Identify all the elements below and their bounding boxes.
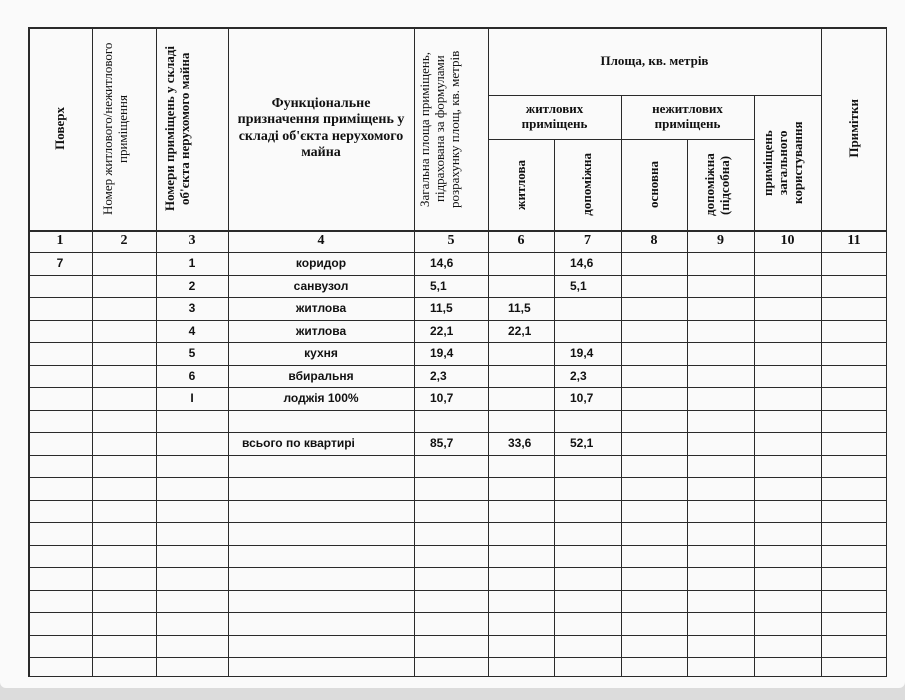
room-living-area: 22,1: [508, 323, 532, 338]
row-separator: [28, 522, 887, 523]
room-number: 6: [188, 368, 196, 383]
room-total-area: 2,3: [430, 368, 447, 383]
room-number: 1: [188, 256, 196, 270]
room-number: I: [190, 391, 194, 405]
summary-living-area: 33,6: [508, 436, 532, 450]
column-number: 3: [188, 233, 196, 248]
row-separator: [28, 410, 887, 411]
room-aux-area: 2,3: [570, 368, 587, 383]
column-separator: [228, 27, 229, 677]
column-number: 10: [780, 233, 795, 248]
room-number: 2: [188, 278, 196, 293]
header-floor: [28, 27, 92, 230]
header-nonresidential-group: [621, 95, 754, 139]
header-utility-text: допоміжна (підсобна): [701, 153, 732, 216]
table-border-right: [886, 27, 888, 677]
summary-aux-area: 52,1: [570, 436, 594, 450]
row-separator: [28, 342, 887, 343]
column-number: 7: [584, 233, 591, 248]
room-purpose: кухня: [304, 346, 338, 360]
room-purpose: коридор: [295, 256, 347, 270]
header-bottom-line: [28, 230, 887, 232]
column-number: 6: [517, 233, 525, 248]
header-area-group: [488, 27, 821, 95]
column-separator: [687, 139, 688, 677]
header-premise-number-text: Номер житлового/нежитлового приміщення: [100, 42, 130, 215]
header-utility: [687, 139, 754, 230]
header-floor-text: Поверх: [51, 107, 67, 150]
column-number: 8: [650, 233, 658, 248]
header-premise-number: [92, 27, 156, 230]
header-main-text: основна: [645, 161, 661, 208]
room-number: 3: [188, 301, 196, 315]
room-purpose: лоджія 100%: [283, 391, 359, 405]
column-separator: [488, 27, 489, 677]
table-border-left: [28, 27, 30, 677]
room-aux-area: 10,7: [570, 391, 594, 405]
header-notes: [821, 27, 887, 230]
header-common-use: [754, 95, 821, 230]
room-aux-area: 14,6: [570, 256, 594, 270]
header-function: [228, 27, 414, 230]
summary-total-area: 85,7: [430, 436, 454, 450]
room-total-area: 5,1: [430, 278, 447, 293]
header-room-numbers-text: Номери приміщень у складі об'єкта нерухомого майна: [162, 46, 192, 211]
column-number: 1: [56, 233, 64, 248]
room-total-area: 10,7: [430, 391, 454, 405]
room-total-area: 14,6: [430, 256, 454, 270]
summary-label: всього по квартирі: [242, 436, 355, 450]
room-aux-area: 5,1: [570, 278, 587, 293]
room-total-area: 22,1: [430, 323, 454, 338]
row-separator: [28, 252, 887, 253]
column-number: 9: [717, 233, 724, 248]
floor-value: 7: [56, 256, 64, 270]
header-separator: [488, 95, 821, 96]
row-separator: [28, 297, 887, 298]
room-purpose: вбиральня: [288, 368, 354, 383]
header-residential-group-text: житлових приміщень: [521, 101, 588, 131]
room-number: 4: [188, 323, 196, 338]
row-separator: [28, 275, 887, 276]
row-separator: [28, 635, 887, 636]
column-separator: [554, 139, 555, 677]
column-separator: [92, 27, 93, 677]
header-common-use-text: приміщень загального користування: [759, 121, 805, 204]
room-aux-area: 19,4: [570, 346, 594, 360]
row-separator: [28, 455, 887, 456]
row-separator: [28, 320, 887, 321]
room-purpose: житлова: [295, 301, 347, 315]
column-number: 11: [847, 233, 861, 248]
header-main: [621, 139, 687, 230]
column-number: 5: [447, 233, 455, 248]
room-total-area: 19,4: [430, 346, 454, 360]
header-notes-text: Примітки: [845, 99, 861, 158]
column-separator: [414, 27, 415, 677]
room-total-area: 11,5: [430, 301, 453, 315]
header-function-text: Функціональне призначення приміщень у складі об'єкта нерухомого майна: [237, 96, 405, 160]
header-auxiliary: [554, 139, 621, 230]
header-room-numbers: [156, 27, 228, 230]
column-separator: [156, 27, 157, 677]
header-living: [488, 139, 554, 230]
column-number: 2: [120, 233, 128, 248]
area-table: [28, 27, 887, 677]
header-total-area: [414, 27, 488, 230]
row-separator: [28, 612, 887, 613]
room-purpose: санвузол: [293, 278, 349, 293]
row-separator: [28, 365, 887, 366]
header-area-group-text: Площа, кв. метрів: [600, 52, 709, 68]
row-separator: [28, 387, 887, 388]
room-purpose: житлова: [295, 323, 347, 338]
row-separator: [28, 545, 887, 546]
row-separator: [28, 590, 887, 591]
row-separator: [28, 657, 887, 658]
column-number: 4: [317, 233, 325, 248]
row-separator: [28, 567, 887, 568]
column-separator: [821, 27, 822, 677]
row-separator: [28, 477, 887, 478]
header-separator: [488, 139, 754, 140]
header-auxiliary-text: допоміжна: [579, 153, 595, 216]
room-living-area: 11,5: [508, 301, 531, 315]
header-total-area-text: Загальна площа приміщень, підрахована за формулами розрахунку площ, кв. метрів: [417, 49, 462, 208]
header-nonresidential-group-text: нежитлових приміщень: [652, 101, 723, 131]
row-separator: [28, 500, 887, 501]
room-number: 5: [188, 346, 196, 360]
header-living-text: житлова: [512, 159, 528, 210]
header-residential-group: [488, 95, 621, 139]
row-separator: [28, 432, 887, 433]
